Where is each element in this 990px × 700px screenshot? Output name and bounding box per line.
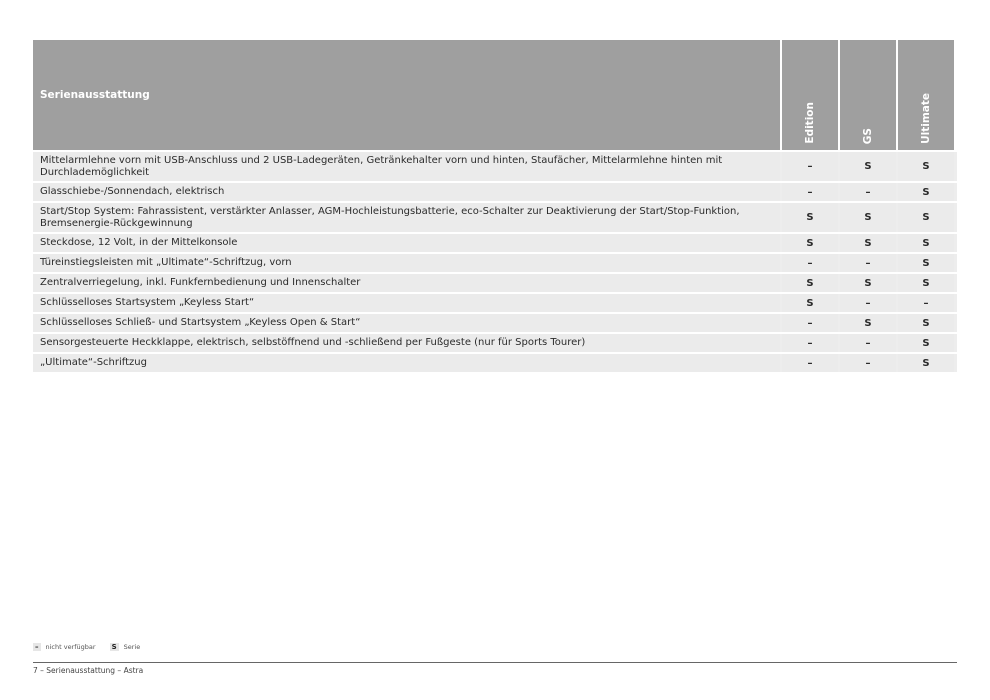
value-gs: S — [840, 274, 896, 292]
value-gs: S — [840, 152, 896, 181]
row-label: Mittelarmlehne vorn mit USB-Anschluss und 2 USB-Ladegeräten, Getränkehalter vorn und hinten, Staufächer, Mittelarmlehne hinten mit Durchlademöglichkeit — [33, 152, 780, 181]
footer-divider — [33, 662, 957, 663]
value-gs: – — [840, 183, 896, 201]
value-gs: – — [840, 294, 896, 312]
table-row — [33, 203, 957, 232]
table-row — [33, 183, 957, 201]
row-label: Zentralverriegelung, inkl. Funkfernbedienung und Innenschalter — [33, 274, 780, 292]
equipment-table — [33, 40, 957, 372]
column-label-ultimate: Ultimate — [920, 93, 932, 144]
value-ultimate: S — [898, 334, 954, 352]
value-edition: – — [782, 254, 838, 272]
value-ultimate: S — [898, 152, 954, 181]
table-row — [33, 234, 957, 252]
page-footer: 7 – Serienausstattung – Astra — [33, 666, 144, 675]
value-gs: S — [840, 203, 896, 232]
value-edition: – — [782, 334, 838, 352]
value-edition: S — [782, 274, 838, 292]
row-label: Sensorgesteuerte Heckklappe, elektrisch, selbstöffnend und -schließend per Fußgeste (nur für Sports Tourer) — [33, 334, 780, 352]
value-gs: – — [840, 334, 896, 352]
value-edition: – — [782, 183, 838, 201]
value-gs: S — [840, 234, 896, 252]
value-gs: – — [840, 354, 896, 372]
value-edition: – — [782, 354, 838, 372]
value-ultimate: S — [898, 354, 954, 372]
value-ultimate: S — [898, 314, 954, 332]
value-ultimate: S — [898, 234, 954, 252]
value-edition: S — [782, 294, 838, 312]
legend-dash-symbol: – — [35, 643, 39, 651]
table-row — [33, 334, 957, 352]
value-ultimate: – — [898, 294, 954, 312]
value-ultimate: S — [898, 274, 954, 292]
legend-dash-text: nicht verfügbar — [45, 643, 96, 651]
value-ultimate: S — [898, 254, 954, 272]
value-gs: – — [840, 254, 896, 272]
table-title-text: Serienausstattung — [40, 89, 150, 101]
value-edition: S — [782, 234, 838, 252]
row-label: Schlüsselloses Schließ- und Startsystem „Keyless Open & Start“ — [33, 314, 780, 332]
row-label: Start/Stop System: Fahrassistent, verstärkter Anlasser, AGM-Hochleistungsbatterie, eco-Schalter zur Deaktivierung der Start/Stop-Funktion, Bremsenergie-Rückgewinnung — [33, 203, 780, 232]
value-ultimate: S — [898, 203, 954, 232]
row-label: Steckdose, 12 Volt, in der Mittelkonsole — [33, 234, 780, 252]
value-edition: – — [782, 314, 838, 332]
value-edition: S — [782, 203, 838, 232]
column-header-edition — [782, 40, 838, 150]
table-row — [33, 152, 957, 181]
column-header-ultimate — [898, 40, 954, 150]
table-row — [33, 354, 957, 372]
table-row — [33, 274, 957, 292]
table-title — [33, 40, 780, 150]
legend-s-symbol: S — [111, 643, 117, 651]
value-gs: S — [840, 314, 896, 332]
column-label-edition: Edition — [804, 102, 816, 144]
row-label: Glasschiebe-/Sonnendach, elektrisch — [33, 183, 780, 201]
column-header-gs — [840, 40, 896, 150]
table-header — [33, 40, 957, 150]
value-edition: – — [782, 152, 838, 181]
table-row — [33, 294, 957, 312]
legend — [33, 643, 140, 651]
row-label: Schlüsselloses Startsystem „Keyless Start“ — [33, 294, 780, 312]
column-label-gs: GS — [862, 127, 874, 144]
row-label: Türeinstiegsleisten mit „Ultimate“-Schriftzug, vorn — [33, 254, 780, 272]
row-label: „Ultimate“-Schriftzug — [33, 354, 780, 372]
table-row — [33, 314, 957, 332]
table-row — [33, 254, 957, 272]
legend-s-text: Serie — [123, 643, 141, 651]
value-ultimate: S — [898, 183, 954, 201]
